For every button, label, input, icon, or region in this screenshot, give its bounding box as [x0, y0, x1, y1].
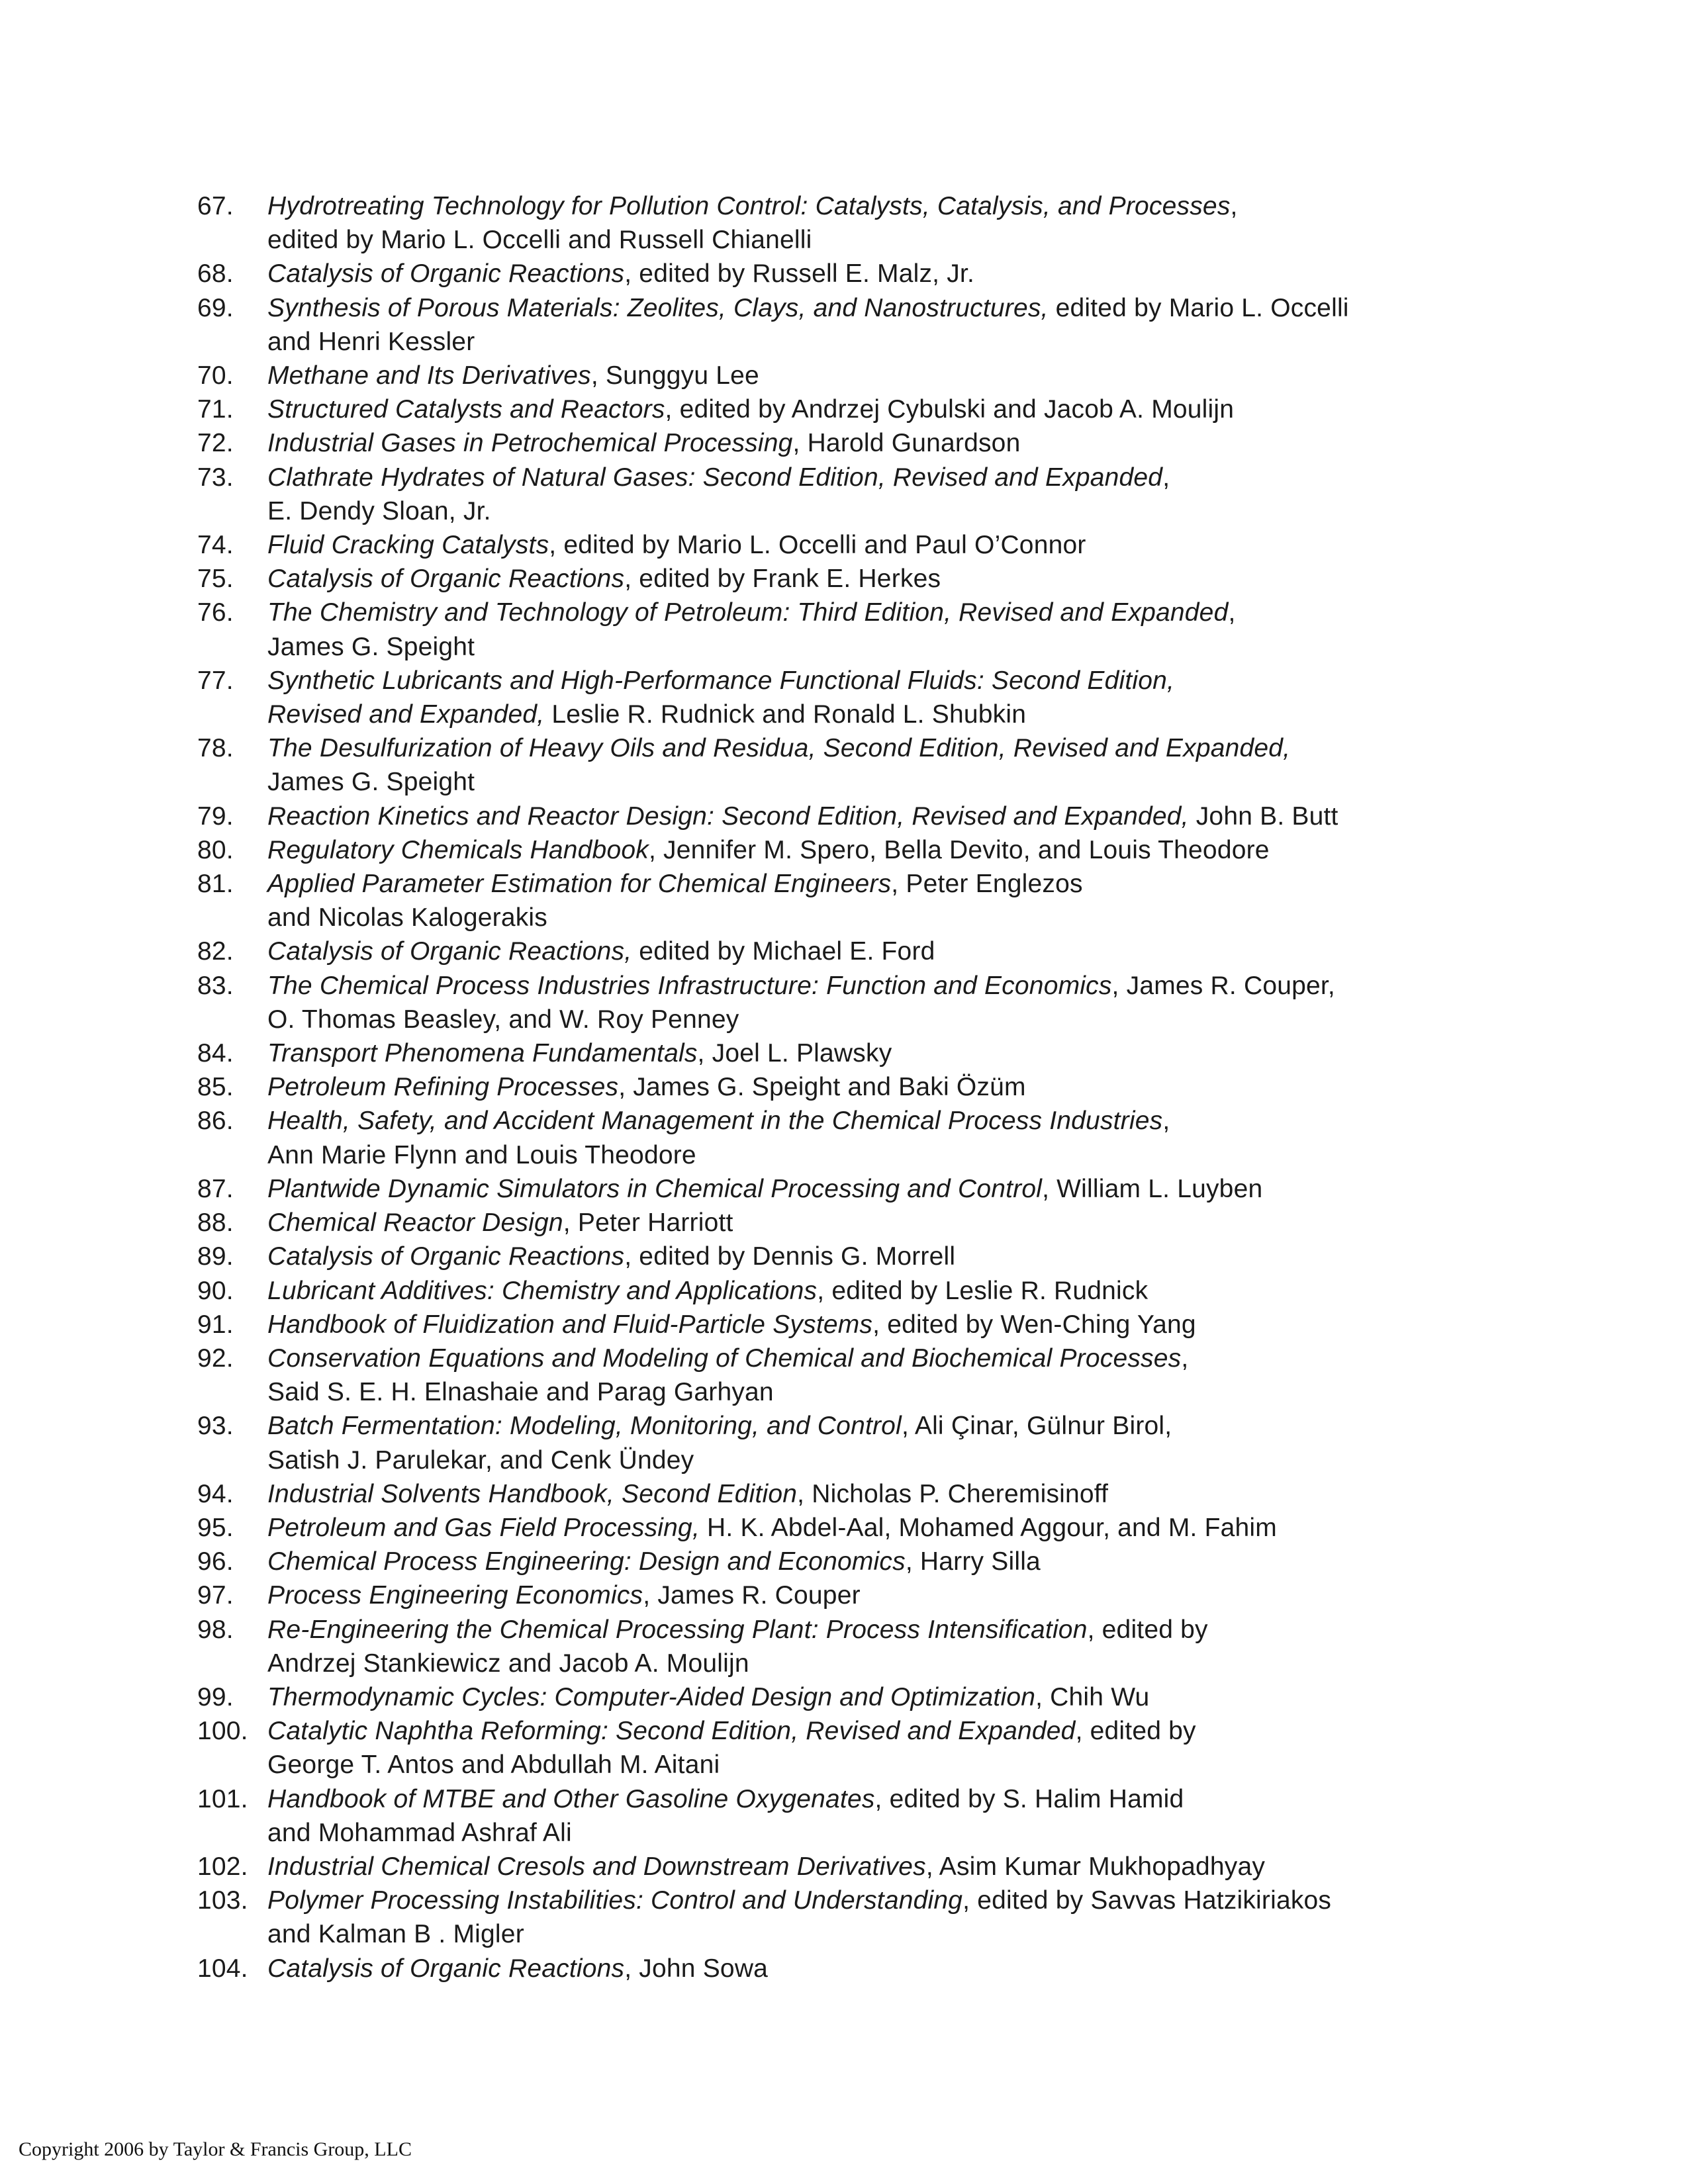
entry-line: [267, 765, 1495, 799]
entry-number: 80.: [197, 835, 234, 864]
entry-text: [267, 731, 1495, 799]
book-credit: , edited by Russell E. Malz, Jr.: [624, 259, 975, 289]
list-item: [197, 1952, 1495, 1985]
entry-text: [267, 1172, 1495, 1206]
book-credit: Ann Marie Flynn and Louis Theodore: [267, 1140, 696, 1169]
entry-number: 81.: [197, 870, 234, 899]
book-title: Handbook of MTBE and Other Gasoline Oxygenates: [267, 1784, 875, 1813]
list-item: [197, 359, 1495, 392]
book-credit: , James G. Speight and Baki Özüm: [618, 1073, 1026, 1102]
list-item: [197, 1409, 1495, 1477]
list-item: [197, 291, 1495, 359]
book-credit: , edited by Leslie R. Rudnick: [817, 1276, 1149, 1305]
book-title: Applied Parameter Estimation for Chemical Engineers: [267, 870, 892, 899]
book-title: Petroleum Refining Processes: [267, 1073, 619, 1102]
entry-line: [267, 325, 1495, 359]
entry-number: 77.: [197, 666, 234, 695]
entry-line: [267, 1240, 1495, 1273]
entry-line: [267, 257, 1495, 291]
list-item: [197, 1714, 1495, 1782]
book-credit: O. Thomas Beasley, and W. Roy Penney: [267, 1005, 739, 1034]
book-credit: , Peter Harriott: [563, 1208, 733, 1238]
entry-text: [267, 969, 1495, 1036]
book-credit: ,: [1228, 598, 1236, 627]
entry-number: 90.: [197, 1276, 234, 1305]
list-item: [197, 1578, 1495, 1612]
entry-number: 101.: [197, 1784, 248, 1813]
list-item: [197, 664, 1495, 731]
entry-number: 82.: [197, 937, 234, 966]
book-credit: ,: [1162, 1107, 1170, 1136]
entry-line: [267, 359, 1495, 392]
book-credit: , Peter Englezos: [891, 870, 1083, 899]
list-item: [197, 1206, 1495, 1240]
entry-number: 91.: [197, 1310, 234, 1339]
book-credit: , Ali Çinar, Gülnur Birol,: [901, 1412, 1172, 1441]
list-item: [197, 833, 1495, 867]
book-credit: , edited by Andrzej Cybulski and Jacob A. Moulijn: [665, 395, 1235, 424]
list-item: [197, 1680, 1495, 1714]
entry-number: 71.: [197, 395, 234, 424]
entry-text: [267, 1782, 1495, 1850]
list-item: [197, 1545, 1495, 1578]
book-title: Structured Catalysts and Reactors: [267, 395, 665, 424]
entry-line: [267, 1952, 1495, 1985]
book-credit: E. Dendy Sloan, Jr.: [267, 496, 491, 525]
book-title: Industrial Solvents Handbook, Second Edition: [267, 1479, 798, 1508]
entry-line: [267, 1342, 1495, 1375]
list-item: [197, 1477, 1495, 1511]
entry-line: [267, 291, 1495, 325]
book-title: Petroleum and Gas Field Processing,: [267, 1513, 700, 1542]
entry-text: [267, 426, 1495, 460]
list-item: [197, 799, 1495, 833]
entry-number: 102.: [197, 1852, 248, 1881]
entry-line: [267, 833, 1495, 867]
entry-line: [267, 1308, 1495, 1342]
entry-number: 92.: [197, 1343, 234, 1373]
book-credit: , edited by Wen-Ching Yang: [872, 1310, 1196, 1339]
list-item: [197, 1274, 1495, 1308]
entry-text: [267, 1578, 1495, 1612]
book-title: Reaction Kinetics and Reactor Design: Second Edition, Revised and Expanded,: [267, 801, 1189, 831]
book-title: Chemical Reactor Design: [267, 1208, 563, 1238]
entry-number: 88.: [197, 1208, 234, 1238]
list-item: [197, 731, 1495, 799]
entry-text: [267, 799, 1495, 833]
entry-line: [267, 1782, 1495, 1816]
list-item: [197, 1884, 1495, 1951]
book-credit: , Chih Wu: [1035, 1682, 1150, 1711]
list-item: [197, 867, 1495, 934]
entry-text: [267, 359, 1495, 392]
book-credit: Andrzej Stankiewicz and Jacob A. Moulijn: [267, 1649, 749, 1678]
entry-text: [267, 934, 1495, 968]
entry-text: [267, 1680, 1495, 1714]
book-title: Plantwide Dynamic Simulators in Chemical Processing and Control: [267, 1174, 1043, 1203]
entry-number: 96.: [197, 1547, 234, 1576]
book-title: Polymer Processing Instabilities: Control and Understanding: [267, 1886, 963, 1915]
book-title: Catalysis of Organic Reactions: [267, 1954, 625, 1983]
entry-number: 98.: [197, 1615, 234, 1644]
entry-number: 94.: [197, 1479, 234, 1508]
book-title: Methane and Its Derivatives: [267, 361, 591, 390]
book-credit: , James R. Couper,: [1111, 971, 1335, 1000]
entry-line: [267, 1172, 1495, 1206]
book-credit: , edited by: [1087, 1615, 1208, 1644]
list-item: [197, 934, 1495, 968]
entry-number: 78.: [197, 734, 234, 763]
entry-text: [267, 1850, 1495, 1884]
list-item: [197, 596, 1495, 663]
list-item: [197, 189, 1495, 257]
book-credit: Satish J. Parulekar, and Cenk Ündey: [267, 1445, 694, 1475]
entry-number: 103.: [197, 1886, 248, 1915]
entry-text: [267, 1104, 1495, 1171]
entry-number: 87.: [197, 1174, 234, 1203]
book-credit: Leslie R. Rudnick and Ronald L. Shubkin: [544, 700, 1027, 729]
list-item: [197, 969, 1495, 1036]
entry-line: [267, 1714, 1495, 1748]
entry-number: 74.: [197, 531, 234, 560]
book-title: Revised and Expanded,: [267, 700, 545, 729]
list-item: [197, 1036, 1495, 1070]
entry-number: 99.: [197, 1682, 234, 1711]
entry-line: [267, 562, 1495, 596]
book-title: Synthetic Lubricants and High-Performance Functional Fluids: Second Edition,: [267, 666, 1175, 695]
book-title: Industrial Gases in Petrochemical Processing: [267, 429, 793, 458]
entry-line: [267, 1138, 1495, 1172]
book-title: Fluid Cracking Catalysts: [267, 531, 549, 560]
list-item: [197, 1782, 1495, 1850]
book-title: Process Engineering Economics: [267, 1581, 643, 1610]
book-credit: Said S. E. H. Elnashaie and Parag Garhyan: [267, 1378, 774, 1407]
entry-number: 84.: [197, 1039, 234, 1068]
book-title: Industrial Chemical Cresols and Downstream Derivatives: [267, 1852, 926, 1881]
book-credit: edited by Mario L. Occelli: [1048, 293, 1349, 322]
entry-line: [267, 392, 1495, 426]
entry-line: [267, 1104, 1495, 1138]
book-title: The Chemical Process Industries Infrastructure: Function and Economics: [267, 971, 1112, 1000]
entry-number: 67.: [197, 192, 234, 220]
entry-line: [267, 664, 1495, 698]
list-item: [197, 1342, 1495, 1409]
entry-text: [267, 1240, 1495, 1273]
book-title: Thermodynamic Cycles: Computer-Aided Design and Optimization: [267, 1682, 1036, 1711]
list-item: [197, 562, 1495, 596]
book-title: Health, Safety, and Accident Management in the Chemical Process Industries: [267, 1107, 1163, 1136]
book-credit: ,: [1162, 463, 1170, 492]
book-credit: , James R. Couper: [643, 1581, 861, 1610]
book-title: Transport Phenomena Fundamentals: [267, 1039, 698, 1068]
book-credit: , edited by Dennis G. Morrell: [624, 1242, 956, 1271]
book-credit: George T. Antos and Abdullah M. Aitani: [267, 1751, 720, 1780]
book-credit: , edited by: [1075, 1717, 1196, 1746]
book-credit: , edited by Mario L. Occelli and Paul O’Connor: [549, 531, 1086, 560]
entry-line: [267, 698, 1495, 731]
entry-text: [267, 1409, 1495, 1477]
book-title: Catalysis of Organic Reactions: [267, 259, 625, 289]
entry-text: [267, 1884, 1495, 1951]
book-credit: , William L. Luyben: [1042, 1174, 1263, 1203]
list-item: [197, 1240, 1495, 1273]
entry-line: [267, 1647, 1495, 1680]
entry-line: [267, 1545, 1495, 1578]
book-credit: ,: [1181, 1343, 1189, 1373]
entry-number: 83.: [197, 971, 234, 1000]
book-title: The Chemistry and Technology of Petroleum: Third Edition, Revised and Expanded: [267, 598, 1229, 627]
entry-line: [267, 1850, 1495, 1884]
entry-line: [267, 1613, 1495, 1647]
book-credit: James G. Speight: [267, 632, 475, 661]
entry-text: [267, 189, 1495, 257]
list-item: [197, 528, 1495, 562]
entry-text: [267, 1036, 1495, 1070]
book-credit: ,: [1230, 192, 1238, 220]
list-item: [197, 1511, 1495, 1545]
book-title: Catalysis of Organic Reactions,: [267, 937, 632, 966]
book-credit: and Kalman B . Migler: [267, 1920, 524, 1949]
book-series-list: [197, 189, 1495, 1985]
entry-text: [267, 1070, 1495, 1104]
book-credit: , Sunggyu Lee: [590, 361, 759, 390]
entry-number: 68.: [197, 259, 234, 289]
entry-text: [267, 291, 1495, 359]
list-item: [197, 426, 1495, 460]
entry-number: 70.: [197, 361, 234, 390]
entry-line: [267, 189, 1495, 223]
entry-number: 76.: [197, 598, 234, 627]
book-credit: and Henri Kessler: [267, 327, 475, 356]
entry-line: [267, 223, 1495, 257]
book-title: The Desulfurization of Heavy Oils and Residua, Second Edition, Revised and Expanded,: [267, 734, 1291, 763]
entry-text: [267, 1952, 1495, 1985]
book-credit: edited by Mario L. Occelli and Russell Chianelli: [267, 226, 812, 255]
entry-line: [267, 1206, 1495, 1240]
entry-text: [267, 461, 1495, 528]
entry-number: 97.: [197, 1581, 234, 1610]
book-title: Catalysis of Organic Reactions: [267, 1242, 625, 1271]
entry-line: [267, 528, 1495, 562]
entry-line: [267, 731, 1495, 765]
entry-number: 85.: [197, 1073, 234, 1102]
entry-line: [267, 1070, 1495, 1104]
entry-line: [267, 1375, 1495, 1409]
entry-line: [267, 867, 1495, 901]
list-item: [197, 1070, 1495, 1104]
entry-text: [267, 596, 1495, 663]
book-credit: James G. Speight: [267, 768, 475, 797]
entry-text: [267, 1613, 1495, 1680]
entry-number: 95.: [197, 1513, 234, 1542]
list-item: [197, 1104, 1495, 1171]
entry-text: [267, 528, 1495, 562]
list-item: [197, 1850, 1495, 1884]
entry-number: 69.: [197, 293, 234, 322]
entry-line: [267, 1477, 1495, 1511]
entry-text: [267, 664, 1495, 731]
entry-text: [267, 867, 1495, 934]
entry-text: [267, 1342, 1495, 1409]
entry-line: [267, 426, 1495, 460]
book-credit: , Jennifer M. Spero, Bella Devito, and Louis Theodore: [648, 835, 1270, 864]
book-credit: , John Sowa: [624, 1954, 769, 1983]
entry-text: [267, 562, 1495, 596]
book-credit: , edited by Frank E. Herkes: [624, 565, 941, 594]
book-credit: and Mohammad Ashraf Ali: [267, 1818, 572, 1847]
book-credit: , Harold Gunardson: [792, 429, 1021, 458]
book-title: Catalytic Naphtha Reforming: Second Edition, Revised and Expanded: [267, 1717, 1076, 1746]
list-item: [197, 257, 1495, 291]
book-credit: , edited by S. Halim Hamid: [874, 1784, 1184, 1813]
book-credit: John B. Butt: [1188, 801, 1338, 831]
entry-number: 89.: [197, 1242, 234, 1271]
entry-line: [267, 494, 1495, 528]
entry-line: [267, 1680, 1495, 1714]
book-credit: and Nicolas Kalogerakis: [267, 903, 547, 933]
entry-line: [267, 1036, 1495, 1070]
entry-line: [267, 1917, 1495, 1951]
list-item: [197, 392, 1495, 426]
list-item: [197, 1613, 1495, 1680]
entry-text: [267, 1477, 1495, 1511]
entry-text: [267, 1308, 1495, 1342]
entry-line: [267, 1816, 1495, 1850]
list-item: [197, 1308, 1495, 1342]
book-title: Conservation Equations and Modeling of Chemical and Biochemical Processes: [267, 1343, 1182, 1373]
entry-line: [267, 901, 1495, 934]
book-title: Lubricant Additives: Chemistry and Applications: [267, 1276, 818, 1305]
entry-line: [267, 1884, 1495, 1917]
book-title: Synthesis of Porous Materials: Zeolites, Clays, and Nanostructures,: [267, 293, 1049, 322]
book-title: Re-Engineering the Chemical Processing Plant: Process Intensification: [267, 1615, 1088, 1644]
entry-line: [267, 461, 1495, 494]
entry-number: 104.: [197, 1954, 248, 1983]
entry-line: [267, 1003, 1495, 1036]
book-credit: edited by Michael E. Ford: [632, 937, 935, 966]
book-credit: , Asim Kumar Mukhopadhyay: [925, 1852, 1266, 1881]
entry-text: [267, 1206, 1495, 1240]
book-credit: , Joel L. Plawsky: [697, 1039, 892, 1068]
entry-line: [267, 630, 1495, 664]
entry-text: [267, 1714, 1495, 1782]
entry-line: [267, 1274, 1495, 1308]
book-title: Handbook of Fluidization and Fluid-Particle Systems: [267, 1310, 873, 1339]
list-item: [197, 1172, 1495, 1206]
entry-number: 79.: [197, 801, 234, 831]
entry-line: [267, 1443, 1495, 1477]
entry-line: [267, 1578, 1495, 1612]
entry-text: [267, 1511, 1495, 1545]
entry-line: [267, 934, 1495, 968]
entry-line: [267, 969, 1495, 1003]
book-title: Hydrotreating Technology for Pollution Control: Catalysts, Catalysis, and Processes: [267, 192, 1231, 220]
book-credit: , Nicholas P. Cheremisinoff: [797, 1479, 1109, 1508]
entry-text: [267, 1274, 1495, 1308]
entry-text: [267, 392, 1495, 426]
entry-line: [267, 1409, 1495, 1443]
entry-line: [267, 1748, 1495, 1782]
entry-line: [267, 799, 1495, 833]
book-credit: , edited by Savvas Hatzikiriakos: [962, 1886, 1332, 1915]
book-title: Batch Fermentation: Modeling, Monitoring, and Control: [267, 1412, 902, 1441]
book-title: Regulatory Chemicals Handbook: [267, 835, 649, 864]
book-credit: H. K. Abdel-Aal, Mohamed Aggour, and M. Fahim: [699, 1513, 1277, 1542]
entry-number: 75.: [197, 565, 234, 594]
entry-number: 72.: [197, 429, 234, 458]
book-title: Catalysis of Organic Reactions: [267, 565, 625, 594]
book-title: Clathrate Hydrates of Natural Gases: Second Edition, Revised and Expanded: [267, 463, 1163, 492]
entry-number: 93.: [197, 1412, 234, 1441]
copyright-notice: Copyright 2006 by Taylor & Francis Group, LLC: [19, 2138, 412, 2160]
book-title: Chemical Process Engineering: Design and Economics: [267, 1547, 906, 1576]
entry-number: 86.: [197, 1107, 234, 1136]
entry-text: [267, 833, 1495, 867]
entry-line: [267, 1511, 1495, 1545]
entry-number: 73.: [197, 463, 234, 492]
list-item: [197, 461, 1495, 528]
entry-text: [267, 257, 1495, 291]
entry-text: [267, 1545, 1495, 1578]
entry-number: 100.: [197, 1717, 248, 1746]
entry-line: [267, 596, 1495, 629]
book-credit: , Harry Silla: [905, 1547, 1041, 1576]
